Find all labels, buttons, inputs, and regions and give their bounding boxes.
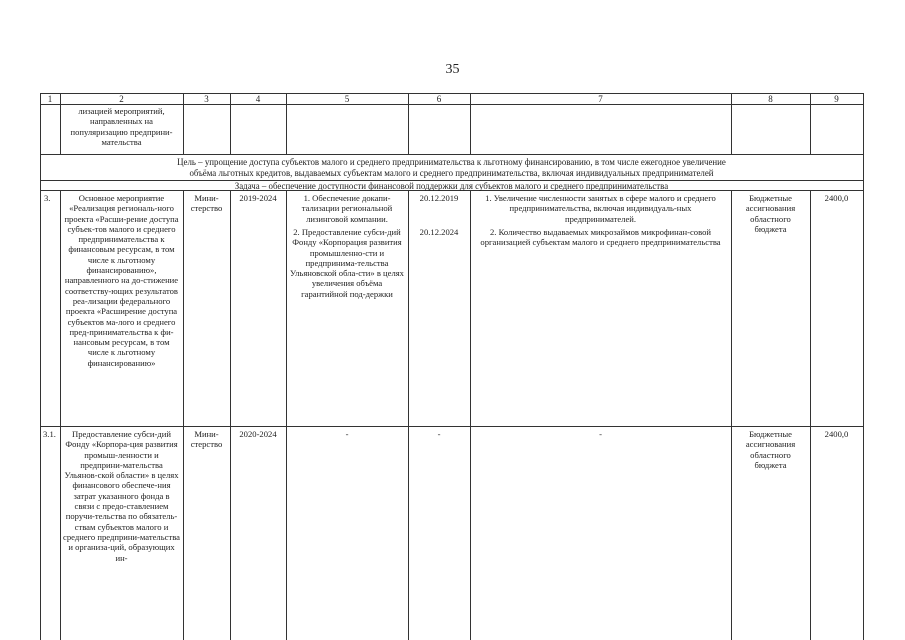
column-header: 6 xyxy=(436,94,442,104)
rule xyxy=(810,190,811,640)
continuation-cell-2: лизацией мероприятий, направленных на популяризацию предприни-мательства xyxy=(70,106,173,147)
column-header: 2 xyxy=(119,94,124,104)
column-header: 4 xyxy=(255,94,261,104)
executor: Мини-стерство xyxy=(190,193,223,214)
rule xyxy=(470,190,471,640)
period: 2020-2024 xyxy=(239,429,277,439)
column-header: 7 xyxy=(598,94,603,104)
indicator-1: 1. Увеличение численности занятых в сфере малого и среднего предпринимательства, включая индивидуаль-ных предпринимателей. xyxy=(485,193,716,224)
measure-item-1: 1. Обеспечение докапи-тализации региональной лизинговой компании. xyxy=(301,193,393,224)
measure-item-2: 2. Предоставление субси-дий Фонду «Корпорация развития промышленно-сти и предпринима-тельства Ульяновской обла-сти» в целях увеличения объёма гарантийной под-держки xyxy=(290,227,404,299)
rule xyxy=(230,190,231,640)
goal-line-2: объёма льготных кредитов, выдаваемых субъектам малого и среднего предпринимательства, включая индивидуальных предпринимателей xyxy=(189,168,714,178)
column-header: 5 xyxy=(344,94,350,104)
column-header: 9 xyxy=(834,94,839,104)
column-header: 8 xyxy=(768,94,773,104)
row-number: 3.1. xyxy=(43,429,56,439)
rule xyxy=(863,93,864,640)
deadline-1: 20.12.2019 xyxy=(419,193,459,203)
rule xyxy=(40,104,863,105)
dash-cell: - xyxy=(437,429,441,439)
funding-amount: 2400,0 xyxy=(824,193,849,203)
rule xyxy=(731,190,732,640)
deadline-2: 20.12.2024 xyxy=(419,227,459,237)
measure-name: Основное мероприятие «Реализация региональ-ного проекта «Расши-рение доступа субъек-тов малого и среднего предпринимательства к финансовым ресурсам, в том числе к льготному финансированию», направленного на до-стижение соответству-ющих результатов реа-лизации федерального проекта «Расширение доступа субъектов ма-лого и среднего пред-принимательства к фи-нансовым ресурсам, в том числе к льготному финансированию» xyxy=(64,193,179,368)
rule xyxy=(40,154,863,155)
funding-source: Бюджетные ассигнования областного бюджета xyxy=(745,429,796,470)
funding-source: Бюджетные ассигнования областного бюджета xyxy=(745,193,796,234)
period: 2019-2024 xyxy=(239,193,277,203)
rule xyxy=(40,93,41,640)
rule xyxy=(183,190,184,640)
funding-amount: 2400,0 xyxy=(824,429,849,439)
rule xyxy=(60,190,61,640)
measure-name: Предоставление субси-дий Фонду «Корпора-ция развития промыш-ленности и предприни-мательства Ульянов-ской области» в целях финансового обеспече-ния затрат указанного фонда в связи с предо-ставлением поручи-тельства по обязатель-ствам субъектов малого и среднего предприни-мательства и организа-ций, образующих ин- xyxy=(63,429,180,563)
dash-cell: - xyxy=(345,429,349,439)
row-number: 3. xyxy=(44,193,51,203)
column-header: 3 xyxy=(204,94,209,104)
executor: Мини-стерство xyxy=(190,429,223,450)
indicator-2: 2. Количество выдаваемых микрозаймов микрофинан-совой организацией субъектам малого и среднего предпринимательства xyxy=(480,227,721,248)
dash-cell: - xyxy=(599,429,602,439)
rule xyxy=(40,426,863,427)
rule xyxy=(286,190,287,640)
rule xyxy=(408,190,409,640)
task-line: Задача – обеспечение доступности финансовой поддержки для субъектов малого и среднего предпринимательства xyxy=(234,181,669,191)
goal-line-1: Цель – упрощение доступа субъектов малого и среднего предпринимательства к льготному финансированию, в том числе ежегодное увеличение xyxy=(177,157,726,167)
column-header: 1 xyxy=(47,94,53,104)
page-number: 35 xyxy=(445,62,460,77)
